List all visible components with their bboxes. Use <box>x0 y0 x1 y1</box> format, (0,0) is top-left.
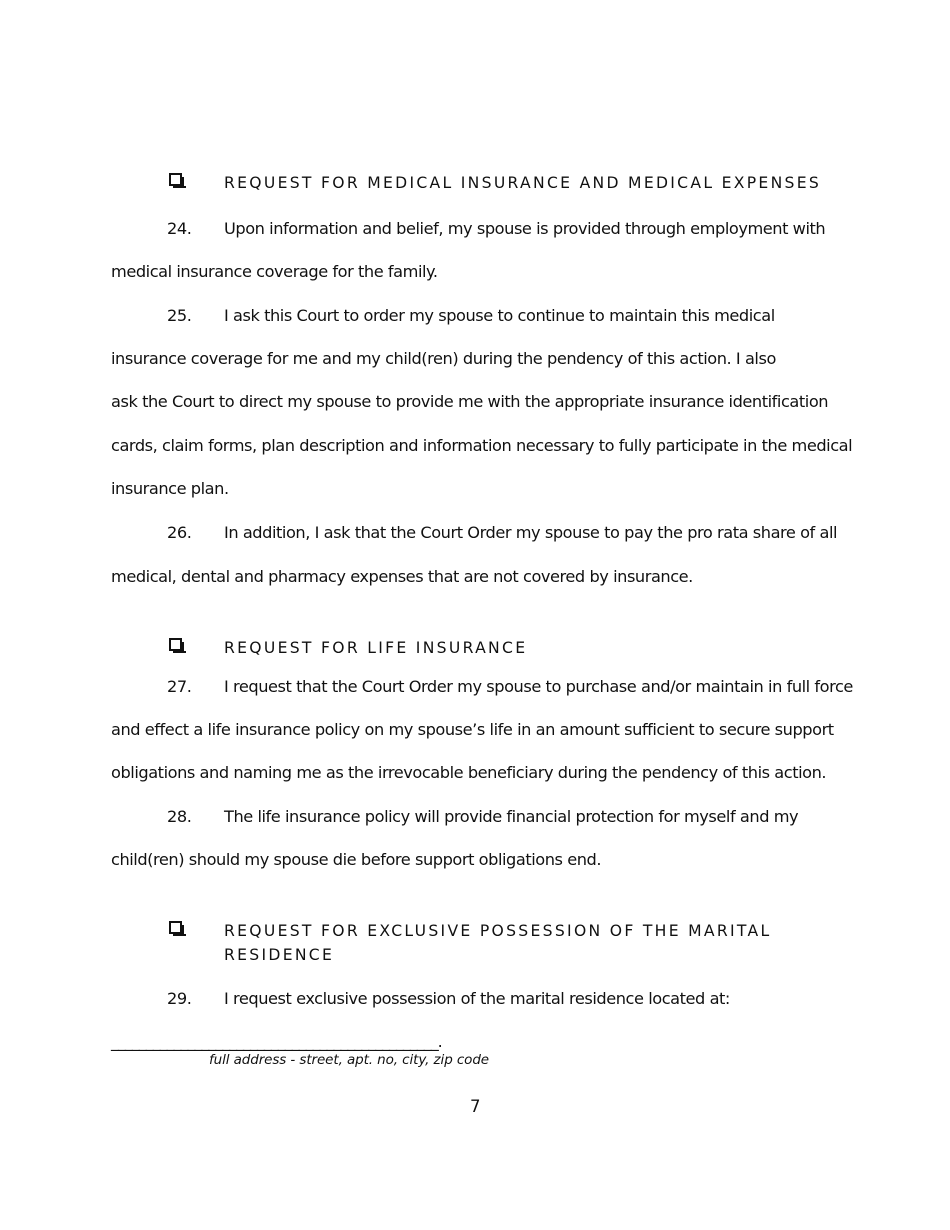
paragraph-29-line: I request exclusive possession of the marital residence located at: <box>224 989 730 1008</box>
heading-life-insurance: REQUEST FOR LIFE INSURANCE <box>224 639 528 657</box>
paragraph-24-line: medical insurance coverage for the family. <box>111 262 438 281</box>
paragraph-26-line: In addition, I ask that the Court Order my spouse to pay the pro rata share of all <box>224 523 838 542</box>
paragraph-25-line: insurance coverage for me and my child(ren) during the pendency of this action. I also <box>111 349 776 368</box>
heading-exclusive-possession-cont: RESIDENCE <box>224 946 335 964</box>
paragraph-25-line: cards, claim forms, plan description and information necessary to fully participate in the medical <box>111 436 853 455</box>
paragraph-number-24: 24. <box>167 219 192 238</box>
paragraph-26-line: medical, dental and pharmacy expenses that are not covered by insurance. <box>111 567 693 586</box>
address-blank-line[interactable]: _______________________________________________. <box>111 1032 442 1051</box>
paragraph-number-26: 26. <box>167 523 192 542</box>
heading-medical-insurance: REQUEST FOR MEDICAL INSURANCE AND MEDICAL EXPENSES <box>224 174 822 192</box>
checkbox-exclusive-possession[interactable] <box>169 921 182 934</box>
checkbox-medical-insurance[interactable] <box>169 173 182 186</box>
paragraph-25-line: ask the Court to direct my spouse to provide me with the appropriate insurance identification <box>111 392 829 411</box>
page-number: 7 <box>470 1097 481 1116</box>
paragraph-number-28: 28. <box>167 807 192 826</box>
paragraph-27-line: and effect a life insurance policy on my spouse’s life in an amount sufficient to secure support <box>111 720 834 739</box>
heading-exclusive-possession: REQUEST FOR EXCLUSIVE POSSESSION OF THE MARITAL <box>224 922 772 940</box>
checkbox-life-insurance[interactable] <box>169 638 182 651</box>
paragraph-25-line: insurance plan. <box>111 479 229 498</box>
paragraph-24-line: Upon information and belief, my spouse is provided through employment with <box>224 219 826 238</box>
paragraph-number-27: 27. <box>167 677 192 696</box>
paragraph-28-line: child(ren) should my spouse die before support obligations end. <box>111 850 602 869</box>
paragraph-25-line: I ask this Court to order my spouse to continue to maintain this medical <box>224 306 775 325</box>
paragraph-28-line: The life insurance policy will provide financial protection for myself and my <box>224 807 799 826</box>
paragraph-number-29: 29. <box>167 989 192 1008</box>
address-caption: full address - street, apt. no, city, zip code <box>209 1052 490 1068</box>
paragraph-27-line: I request that the Court Order my spouse to purchase and/or maintain in full force <box>224 677 853 696</box>
paragraph-number-25: 25. <box>167 306 192 325</box>
paragraph-27-line: obligations and naming me as the irrevocable beneficiary during the pendency of this action. <box>111 763 827 782</box>
